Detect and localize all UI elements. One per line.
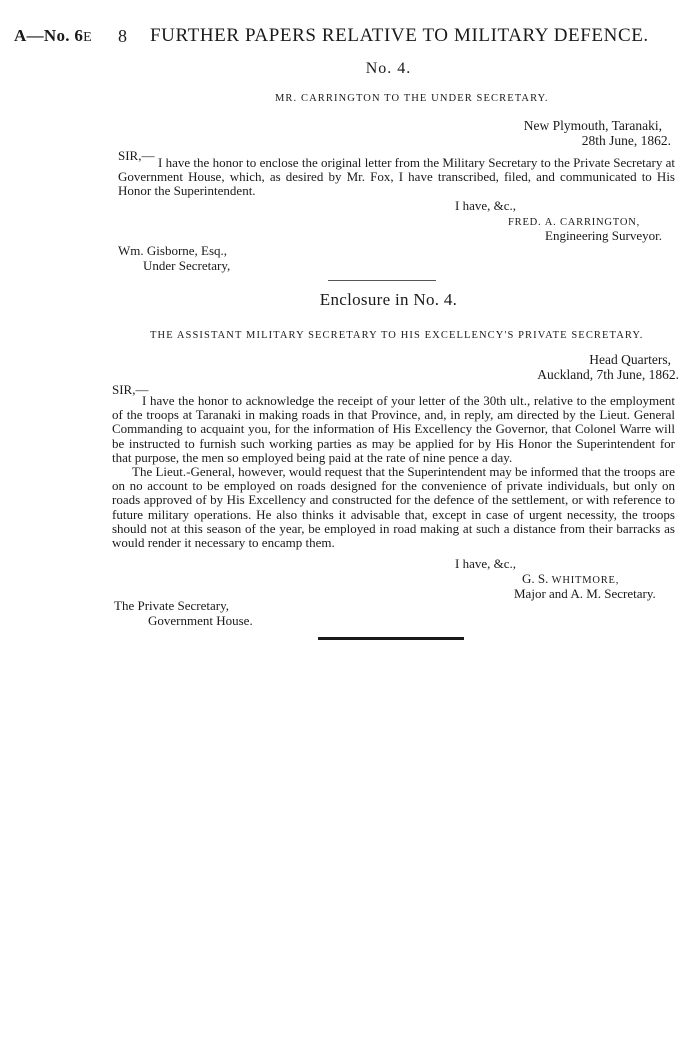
end-rule — [318, 637, 464, 640]
enclosure-salutation: SIR,— — [112, 382, 149, 397]
letter-heading: MR. CARRINGTON TO THE UNDER SECRETARY. — [275, 93, 549, 104]
enclosure-paragraph-1: I have the honor to acknowledge the receipt of your letter of the 30th ult., relative to the employment of the troops at Taranaki in making roads in that Province, and, in reply, am directed by the Lieut. General Commanding to acquaint you, for the information of His Excellency the Governor, that Colonel Warre will be instructed to furnish such working parties as may be applied for by His Honor the Superintendent for that purpose, the men so employed being paid at the rate of nine pence a day. — [112, 393, 675, 465]
signer-title: Major and A. M. Secretary. — [514, 586, 656, 601]
reference-number: A—No. 6 — [14, 26, 84, 45]
enclosure-title: Enclosure in No. 4. — [319, 290, 458, 309]
letter-signature — [508, 213, 640, 229]
page-number: 8 — [118, 26, 127, 46]
document-reference — [14, 26, 92, 46]
signer-first-name: FRED. — [508, 217, 542, 228]
signer-initials: G. S. — [522, 571, 549, 586]
enclosure-signature — [522, 571, 619, 587]
letter-number: No. 4. — [365, 60, 412, 77]
addressee-title: Government House. — [148, 613, 253, 628]
letter-closing: I have, &c., — [455, 198, 517, 213]
reference-suffix: E — [83, 30, 93, 45]
letter-salutation: SIR,— — [118, 148, 155, 163]
enclosure-body — [112, 394, 675, 550]
addressee-name: Wm. Gisborne, Esq., — [118, 243, 228, 258]
letter-body: I have the honor to enclose the original letter from the Military Secretary to the Private Secretary at Government House, which, as desired by Mr. Fox, I have transcribed, filed, and communicated to His Honor the Superintendent. — [118, 155, 675, 199]
signer-surname: A. CARRINGTON, — [544, 217, 641, 228]
page-title: FURTHER PAPERS RELATIVE TO MILITARY DEFENCE. — [150, 25, 649, 46]
signer-surname: WHITMORE, — [551, 575, 620, 586]
letter-place: New Plymouth, Taranaki, — [523, 118, 662, 133]
signer-title: Engineering Surveyor. — [545, 228, 662, 243]
enclosure-place: Head Quarters, — [589, 352, 671, 367]
addressee-name: The Private Secretary, — [114, 598, 230, 613]
enclosure-heading: THE ASSISTANT MILITARY SECRETARY TO HIS EXCELLENCY'S PRIVATE SECRETARY. — [150, 330, 644, 341]
section-divider — [328, 280, 436, 281]
addressee-title: Under Secretary, — [143, 258, 231, 273]
enclosure-paragraph-2: The Lieut.-General, however, would request that the Superintendent may be informed that the troops are on no account to be employed on roads designed for the convenience of private individuals, but only on roads approved of by His Excellency and constructed for the defence of the settlement, or with reference to future military operations. He also thinks it advisable that, except in case of urgent necessity, the troops should not at this season of the year, be employed in road making at such a distance from their barracks as would render it necessary to encamp them. — [112, 464, 675, 551]
letter-date: 28th June, 1862. — [581, 133, 671, 148]
enclosure-date: Auckland, 7th June, 1862. — [537, 367, 679, 382]
enclosure-closing: I have, &c., — [455, 556, 517, 571]
